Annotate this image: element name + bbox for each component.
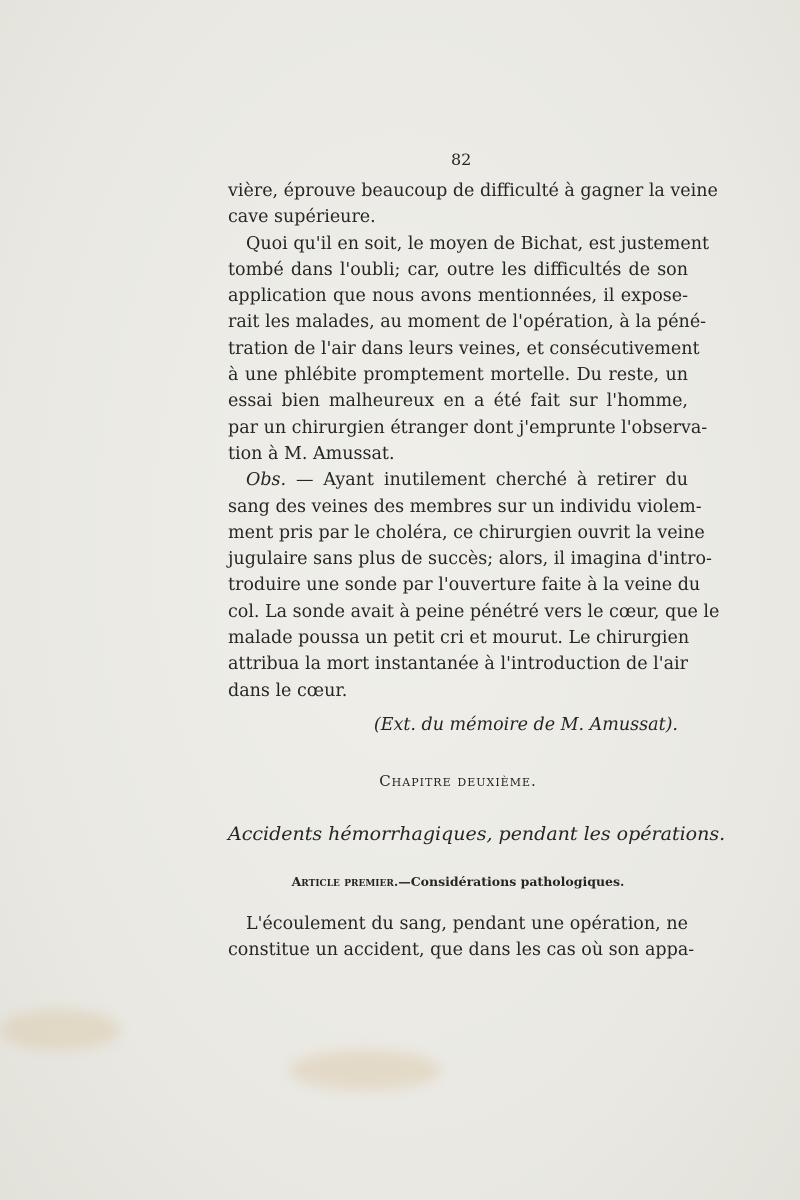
- text-line: par un chirurgien étranger dont j'emprunte l'observa-: [228, 417, 708, 438]
- text-line: rait les malades, au moment de l'opération, à la péné-: [228, 312, 707, 333]
- text-line: ment pris par le choléra, ce chirurgien ouvrit la veine: [228, 522, 705, 543]
- paper-stain: [0, 1010, 120, 1050]
- text-line: L'écoulement du sang, pendant une opération, ne: [246, 914, 688, 935]
- text-line: Quoi qu'il en soit, le moyen de Bichat, est justement: [246, 233, 710, 254]
- text-line: sang des veines des membres sur un individu violem-: [228, 496, 702, 517]
- chapter-title: Chapitre deuxième.: [379, 772, 537, 791]
- text-line: tombé dans l'oubli; car, outre les difficultés de son: [228, 259, 688, 280]
- paragraph: [228, 178, 718, 231]
- body-text: [228, 178, 726, 964]
- text-line: tration de l'air dans leurs veines, et consécutivement: [228, 338, 700, 359]
- article-heading: [228, 869, 688, 895]
- article-title: —Considérations pathologiques.: [398, 873, 625, 889]
- text-line: dans le cœur.: [228, 680, 348, 701]
- paragraph: [228, 911, 695, 964]
- text-line: attribua la mort instantanée à l'introduction de l'air: [228, 654, 688, 675]
- paper-stain: [290, 1050, 440, 1090]
- text-line: col. La sonde avait à peine pénétré vers le cœur, que le: [228, 601, 720, 622]
- page-number: 82: [451, 150, 472, 169]
- text-line: troduire une sonde par l'ouverture faite à la veine du: [228, 575, 701, 596]
- section-subtitle: Accidents hémorrhagiques, pendant les opérations.: [228, 822, 726, 845]
- paragraph: [228, 231, 710, 468]
- text-line: constitue un accident, que dans les cas où son appa-: [228, 940, 695, 961]
- text-line: jugulaire sans plus de succès; alors, il imagina d'intro-: [228, 549, 712, 570]
- text-line-rest: — Ayant inutilement cherché à retirer du: [286, 470, 688, 491]
- text-line: application que nous avons mentionnées, il expose-: [228, 286, 688, 307]
- text-line: essai bien malheureux en a été fait sur l'homme,: [228, 391, 688, 412]
- obs-label: Obs.: [246, 470, 287, 491]
- paragraph: [228, 467, 720, 704]
- text-line: [228, 467, 688, 493]
- citation: (Ext. du mémoire de M. Amussat).: [373, 714, 678, 735]
- text-line: vière, éprouve beaucoup de difficulté à gagner la veine: [228, 181, 718, 201]
- text-line: tion à M. Amussat.: [228, 443, 395, 464]
- article-label: Article premier.: [291, 873, 399, 889]
- text-line: à une phlébite promptement mortelle. Du reste, un: [228, 365, 688, 386]
- text-line: malade poussa un petit cri et mourut. Le chirurgien: [228, 628, 690, 649]
- text-line: cave supérieure.: [228, 207, 376, 228]
